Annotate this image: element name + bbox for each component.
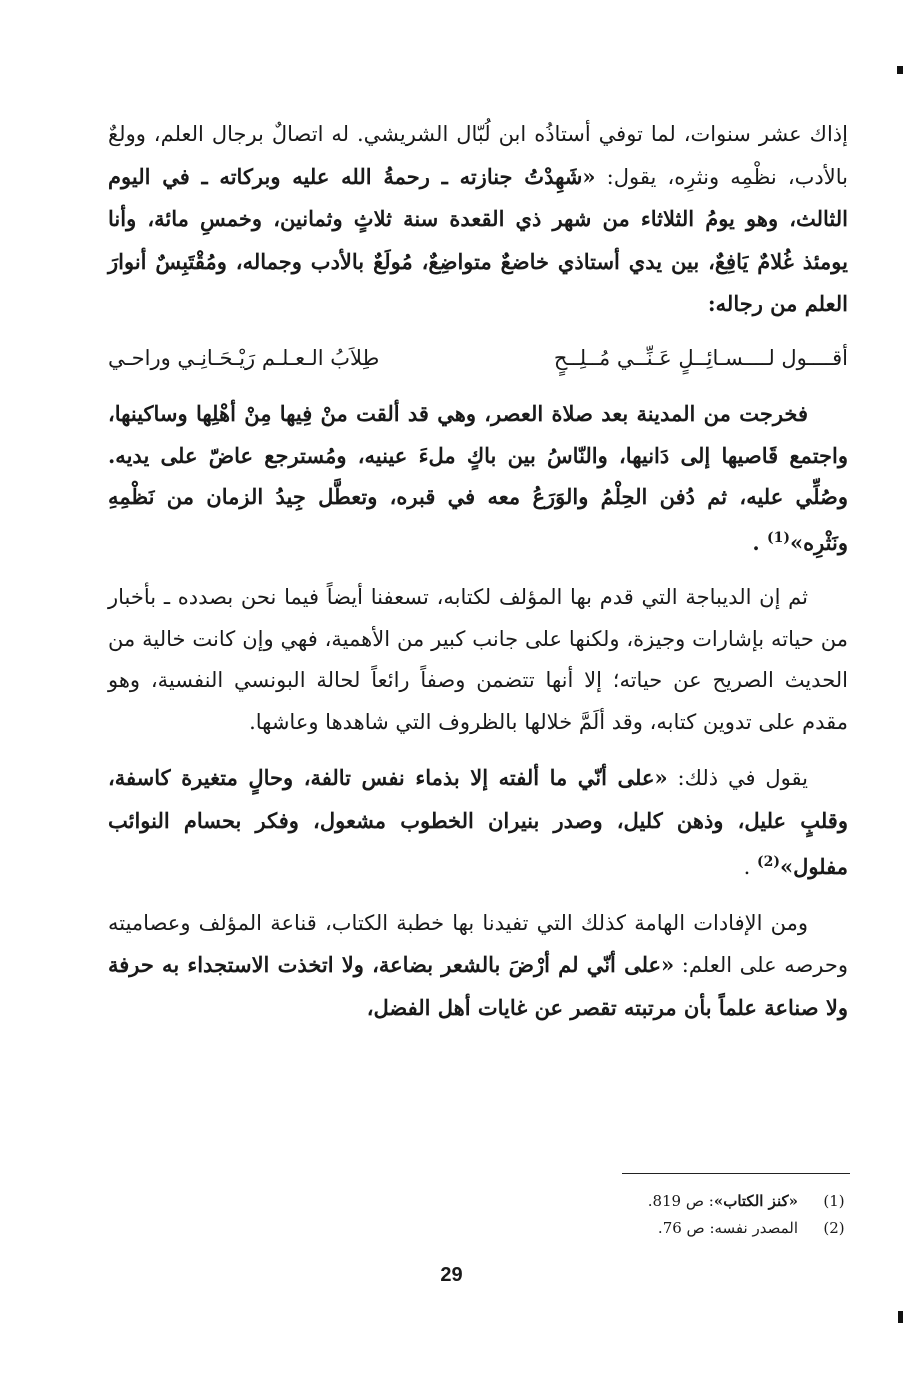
paragraph-3-text: ثم إن الديباجة التي قدم بها المؤلف لكتابه، تسعفنا أيضاً فيما نحن بصدده ـ بأخبار من حياته بإشارات وجيزة، ولكنها على جانب كبير من الأهمية، فهي وإن كانت خالية من الحديث الصريح عن حياته؛ إلا أنها تتضمن وصفاً رائعاً لحالة البونسي النفسية، وهو مقدم على تدوين كتابه، وقد ألَمَّ خلالها بالظروف التي شاهدها وعاشها.	[108, 585, 848, 734]
paragraph-5-quote: «على أنّي لم أرْضَ بالشعر بضاعة، ولا اتخذت الاستجداء به حرفة ولا صناعة علماً بأن مرتبته تقصر عن غايات أهل الفضل،	[108, 952, 848, 1020]
page-body	[108, 114, 848, 1029]
paragraph-4	[108, 757, 848, 889]
paragraph-4-end: .	[743, 855, 757, 879]
footnote-1-title: «كنز الكتاب»	[713, 1192, 798, 1210]
footnotes	[548, 1188, 848, 1242]
paragraph-2-end: .	[752, 529, 767, 555]
paragraph-4-text: يقول في ذلك:	[667, 766, 808, 790]
footnote-2	[548, 1215, 848, 1242]
paragraph-1	[108, 114, 848, 326]
poetry-verse	[108, 338, 848, 380]
footnote-ref-1: (1)	[766, 529, 790, 546]
footnote-1-text: : ص 819.	[647, 1192, 714, 1210]
footnote-1	[548, 1188, 848, 1215]
paragraph-1-quote: «شَهِدْتُ جنازته ـ رحمةُ الله عليه وبركاته ـ في اليوم الثالث، وهو يومُ الثلاثاء من شهر ذي القعدة سنة ثلاثٍ وثمانين، وخمسِ مائة، وأنا يومئذ غُلامٌ يَافِعٌ، بين يدي أستاذي خاضعٌ متواضِعٌ، مُولَعٌ بالأدب وجماله، ومُقْتَبِسٌ أنوارَ العلم من رجاله:	[108, 163, 848, 316]
paragraph-2-quote: فخرجت من المدينة بعد صلاة العصر، وهي قد ألقت منْ فِيها مِنْ أهْلِها وساكينها، واجتمع قَاصيها إلى دَانيها، والنّاسُ بين باكٍ ملءَ عينيه، ومُسترجع عاضّ على يديه. وصُلِّي عليه، ثم دُفن الحِلْمُ والوَرَعُ معه في قبره، وتعطَّل جِيدُ الزمان من نَظْمِهِ ونَثْرِه»	[108, 401, 848, 555]
paragraph-3	[108, 577, 848, 743]
footnote-divider	[622, 1173, 850, 1174]
edge-mark-bottom	[898, 1311, 903, 1323]
footnote-1-content	[648, 1188, 798, 1215]
paragraph-2	[108, 393, 848, 563]
paragraph-1-text: إذاك عشر سنوات، لما توفي أستاذُه ابن لُبّال الشريشي. له اتصالٌ برجال العلم، وولعٌ بالأدب، نظْمِه ونثرِه، يقول:	[108, 122, 848, 189]
paragraph-4-quote: «على أنّي ما ألفته إلا بذماء نفس تالفة، وحالٍ متغيرة كاسفة، وقلبٍ عليل، وذهن كليل، وصدر بنيران الخطوب مشعول، وفكر بحسام النوائب مفلول»	[108, 765, 848, 879]
verse-second-hemistich: طِلاَبُ الـعـلـم رَيْـحَـانِـي وراحـي	[108, 345, 380, 370]
paragraph-5	[108, 903, 848, 1030]
footnote-ref-2: (2)	[756, 854, 780, 870]
footnote-2-number: (2)	[823, 1219, 845, 1237]
footnote-1-number: (1)	[823, 1192, 845, 1210]
verse-first-hemistich: أقــــول لــــسـائِــلٍ عَـنِّــي مُــلِــحٍ	[553, 345, 848, 370]
footnote-2-text: المصدر نفسه: ص 76.	[657, 1219, 798, 1237]
page-number: 29	[440, 1264, 463, 1286]
paragraph-5-text: ومن الإفادات الهامة كذلك التي تفيدنا بها خطبة الكتاب، قناعة المؤلف وعصاميته وحرصه على العلم:	[108, 910, 848, 977]
edge-mark-top	[897, 66, 903, 74]
